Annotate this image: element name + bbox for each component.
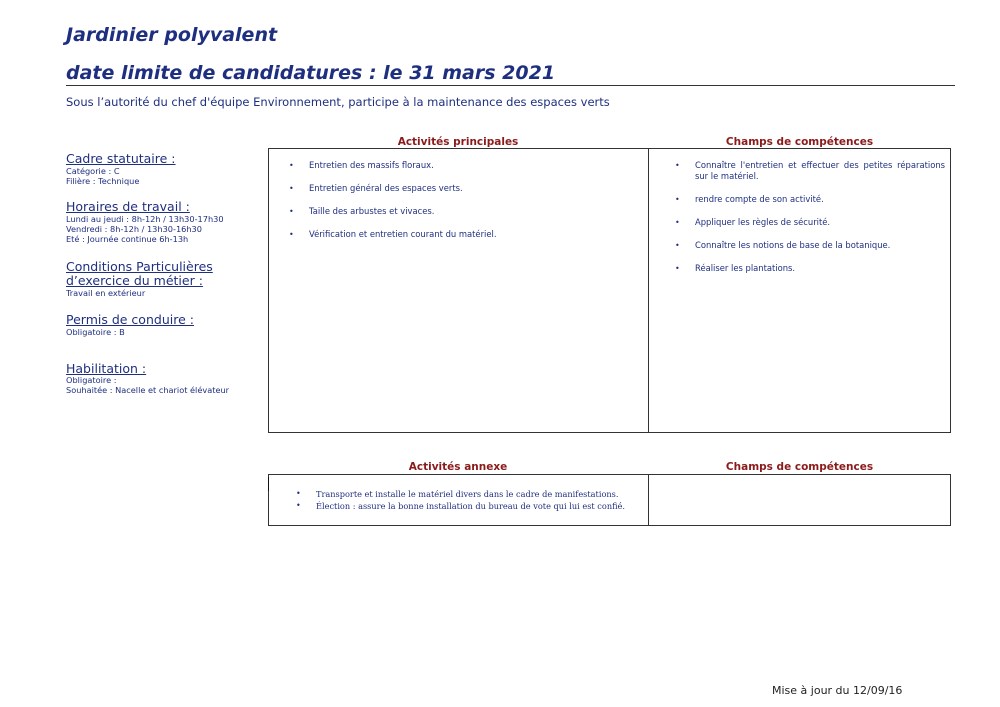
list-item: • Élection : assure la bonne installation du bureau de vote qui lui est confié. — [296, 501, 625, 511]
list-item: • Entretien général des espaces verts. — [289, 183, 463, 193]
annex-competences-header: Champs de compétences — [725, 461, 874, 473]
annex-table-divider — [648, 474, 649, 526]
main-activities-header: Activités principales — [397, 136, 519, 148]
bullet-icon: • — [675, 264, 680, 273]
list-item: • Transporte et installe le matériel divers dans le cadre de manifestations. — [296, 489, 619, 499]
bullet-icon: • — [289, 161, 294, 170]
main-table-divider — [648, 148, 649, 433]
horaires-heading: Horaires de travail : — [66, 199, 190, 214]
horaires-line: Eté : Journée continue 6h-13h — [66, 234, 189, 244]
deadline-title: date limite de candidatures : le 31 mars 2021 — [66, 62, 556, 84]
list-item: • Réaliser les plantations. — [675, 263, 796, 273]
bullet-icon: • — [289, 207, 294, 216]
annex-activities-header: Activités annexe — [408, 461, 508, 473]
permis-line: Obligatoire : B — [66, 327, 125, 337]
list-item: • Entretien des massifs floraux. — [289, 160, 434, 170]
bullet-icon: • — [296, 489, 301, 498]
list-item: • Connaître l'entretien et effectuer des petites réparations sur le matériel. — [675, 160, 945, 181]
list-item: • Appliquer les règles de sécurité. — [675, 217, 831, 227]
update-date: Mise à jour du 12/09/16 — [772, 684, 903, 697]
bullet-icon: • — [675, 241, 680, 250]
cadre-heading: Cadre statutaire : — [66, 151, 176, 166]
text-cursor — [268, 477, 269, 491]
main-competences-list — [675, 160, 945, 286]
job-subtitle: Sous l’autorité du chef d'équipe Environnement, participe à la maintenance des espaces verts — [66, 95, 610, 109]
cadre-line: Catégorie : C — [66, 166, 120, 176]
horaires-line: Vendredi : 8h-12h / 13h30-16h30 — [66, 224, 202, 234]
conditions-heading: d’exercice du métier : — [66, 273, 203, 288]
main-competences-header: Champs de compétences — [725, 136, 874, 148]
list-item: • Taille des arbustes et vivaces. — [289, 206, 435, 216]
job-title: Jardinier polyvalent — [66, 24, 278, 46]
cadre-line: Filière : Technique — [66, 176, 140, 186]
title-rule — [66, 85, 955, 86]
habilitation-line: Obligatoire : — [66, 375, 117, 385]
list-item: • rendre compte de son activité. — [675, 194, 824, 204]
annex-activities-list — [296, 488, 641, 512]
bullet-icon: • — [675, 195, 680, 204]
bullet-icon: • — [675, 161, 680, 170]
habilitation-line: Souhaitée : Nacelle et chariot élévateur — [66, 385, 230, 395]
horaires-line: Lundi au jeudi : 8h-12h / 13h30-17h30 — [66, 214, 224, 224]
list-item: • Connaître les notions de base de la botanique. — [675, 240, 891, 250]
bullet-icon: • — [675, 218, 680, 227]
list-item: • Vérification et entretien courant du matériel. — [289, 229, 497, 239]
permis-heading: Permis de conduire : — [66, 312, 194, 327]
main-activities-list — [289, 160, 634, 252]
bullet-icon: • — [296, 501, 301, 510]
bullet-icon: • — [289, 230, 294, 239]
conditions-line: Travail en extérieur — [66, 288, 146, 298]
bullet-icon: • — [289, 184, 294, 193]
habilitation-heading: Habilitation : — [66, 361, 147, 376]
conditions-heading: Conditions Particulières — [66, 259, 213, 274]
